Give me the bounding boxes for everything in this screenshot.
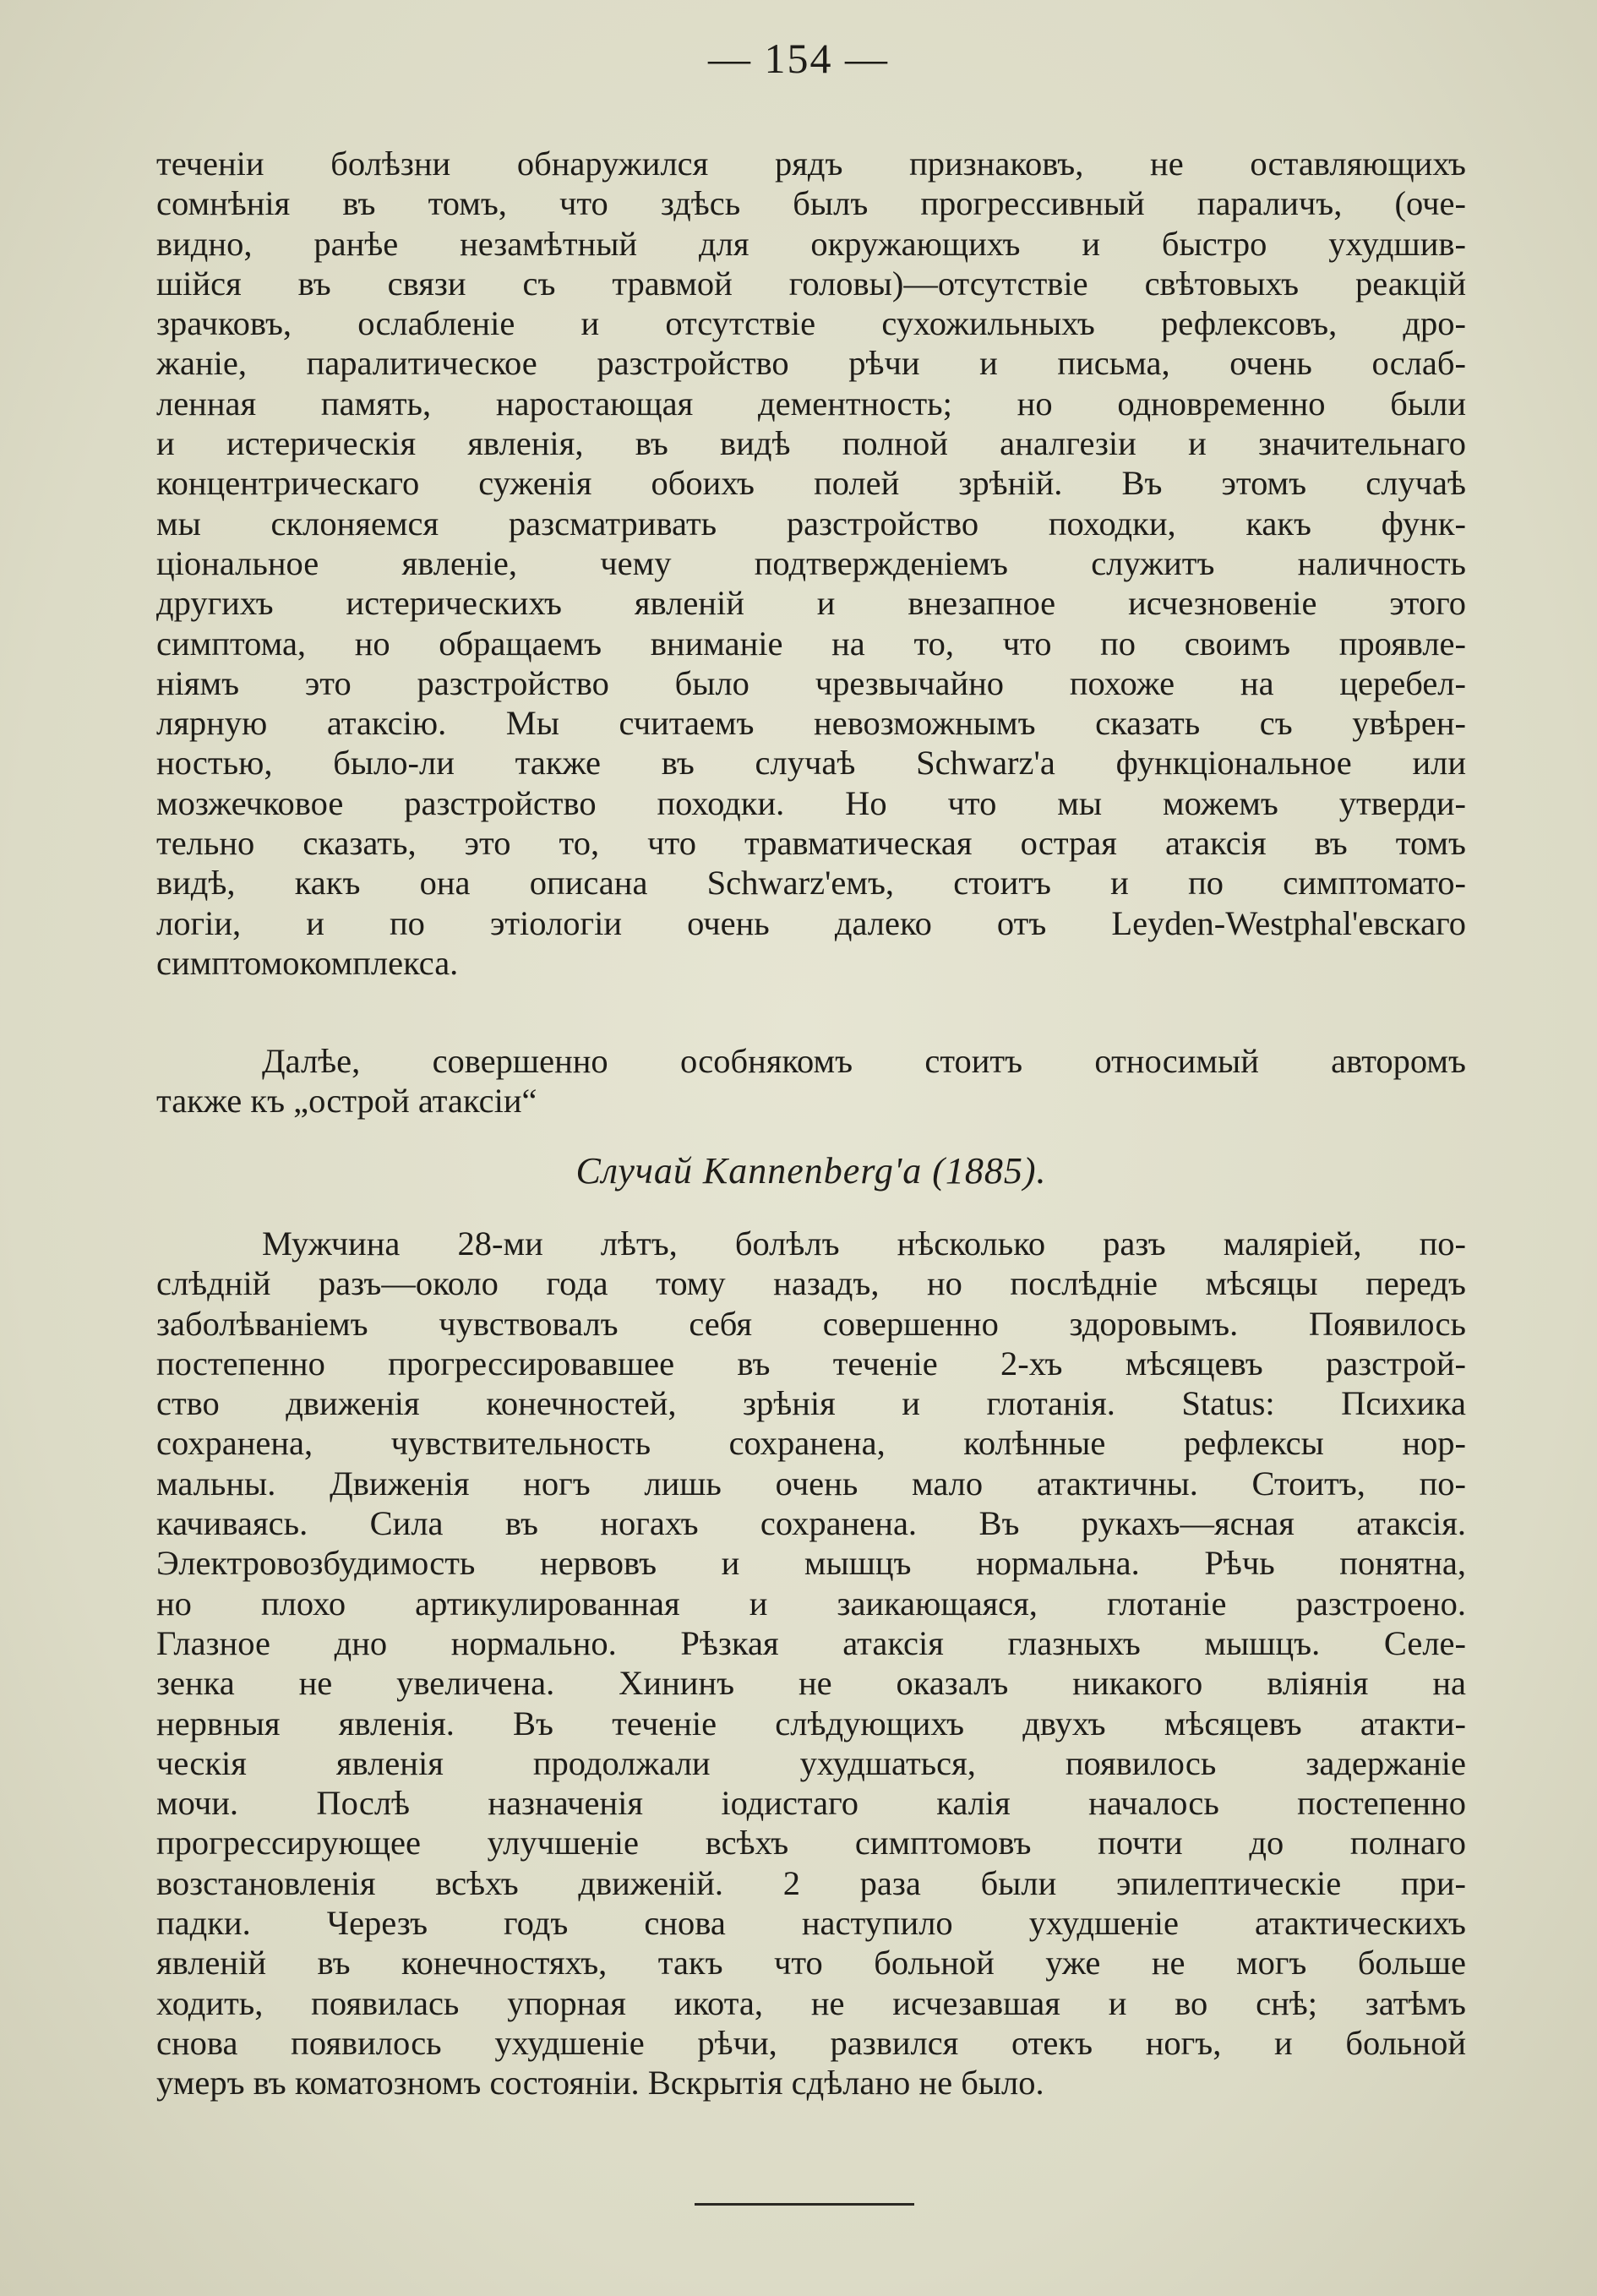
text-line: ціональное явленіе, чему подтвержденіемъ служитъ наличность xyxy=(156,543,1466,582)
text-line: жаніе, паралитическое разстройство рѣчи и письма, очень ослаб- xyxy=(156,344,1466,383)
text-line: заболѣваніемъ чувствовалъ себя совершенно здоровымъ. Появилось xyxy=(156,1304,1466,1343)
text-line: теченiи болѣзни обнаружился рядъ признаковъ, не оставляющихъ xyxy=(156,145,1466,183)
text-line: прогрессирующее улучшеніе всѣхъ симптомовъ почти до полнаго xyxy=(156,1824,1466,1862)
text-line: Глазное дно нормально. Рѣзкая атаксія глазныхъ мышцъ. Селе- xyxy=(156,1623,1466,1662)
paragraph-further xyxy=(156,1041,1466,1121)
text-line: и истерическія явленія, въ видѣ полной аналгезіи и значительнаго xyxy=(156,424,1466,463)
text-line: мозжечковое разстройство походки. Но что мы можемъ утверди- xyxy=(156,783,1466,822)
text-line: видѣ, какъ она описана Schwarz'емъ, стоитъ и по симптомато- xyxy=(156,864,1466,903)
text-line: нервныя явленія. Въ теченіе слѣдующихъ двухъ мѣсяцевъ атакти- xyxy=(156,1704,1466,1742)
text-line: Далѣе, совершенно особнякомъ стоитъ относимый авторомъ xyxy=(262,1042,1466,1080)
text-line: Электровозбудимость нервовъ и мышцъ нормальна. Рѣчь понятна, xyxy=(156,1544,1466,1583)
text-line: ностью, было-ли также въ случаѣ Schwarz'а функціональное или xyxy=(156,744,1466,783)
text-line: шійся въ связи съ травмой головы)—отсутствіе свѣтовыхъ реакцій xyxy=(156,264,1466,303)
text-line: явленій въ конечностяхъ, такъ что больной уже не могъ больше xyxy=(156,1944,1466,1982)
text-line: другихъ истерическихъ явленій и внезапное исчезновеніе этого xyxy=(156,584,1466,623)
text-line: мальны. Движенія ногъ лишь очень мало атактичны. Стоитъ, по- xyxy=(156,1464,1466,1502)
text-line: симптомокомплекса. xyxy=(156,943,459,982)
text-line: зенка не увеличена. Хининъ не оказалъ никакого вліянія на xyxy=(156,1664,1466,1703)
text-line: лярную атаксію. Мы считаемъ невозможнымъ сказать съ увѣрен- xyxy=(156,704,1466,743)
text-line: мы склоняемся разсматривать разстройство походки, какъ функ- xyxy=(156,504,1466,543)
text-line: мочи. Послѣ назначенія іодистаго калія началось постепенно xyxy=(156,1784,1466,1823)
text-line: ленная память, наростающая дементность; но одновременно были xyxy=(156,384,1466,423)
text-line: симптома, но обращаемъ вниманіе на то, что по своимъ проявле- xyxy=(156,624,1466,663)
paragraph-case-kannenberg xyxy=(156,1224,1466,2103)
text-line: качиваясь. Сила въ ногахъ сохранена. Въ рукахъ—ясная атаксія. xyxy=(156,1504,1466,1543)
case-heading-block xyxy=(156,1151,1466,1191)
text-line: ніямъ это разстройство было чрезвычайно похоже на церебел- xyxy=(156,663,1466,702)
case-heading: Случай Kannenberg'a (1885). xyxy=(575,1150,1047,1192)
text-line: снова появилось ухудшеніе рѣчи, развился отекъ ногъ, и больной xyxy=(156,2023,1466,2062)
text-line: логіи, и по этіологіи очень далеко отъ Leyden-Westphal'евскаго xyxy=(156,903,1466,942)
text-line: постепенно прогрессировавшее въ теченіе 2-хъ мѣсяцевъ разстрой- xyxy=(156,1344,1466,1383)
paragraph-schwarz-discussion xyxy=(156,144,1466,983)
text-line: видно, ранѣе незамѣтный для окружающихъ и быстро ухудшив- xyxy=(156,224,1466,263)
text-line: падки. Черезъ годъ снова наступило ухудшеніе атактическихъ xyxy=(156,1904,1466,1943)
text-line: зрачковъ, ослабленіе и отсутствіе сухожильныхъ рефлексовъ, дро- xyxy=(156,304,1466,343)
text-line: умеръ въ коматозномъ состояніи. Вскрытія сдѣлано не было. xyxy=(156,2064,1044,2102)
text-line: сохранена, чувствительность сохранена, колѣнные рефлексы нор- xyxy=(156,1424,1466,1463)
text-line: слѣдній разъ—около года тому назадъ, но послѣдніе мѣсяцы передъ xyxy=(156,1264,1466,1303)
text-line: тельно сказать, это то, что травматическая острая атаксія въ томъ xyxy=(156,824,1466,863)
text-line: также къ „острой атаксіи“ xyxy=(156,1082,537,1121)
text-line: ческія явленія продолжали ухудшаться, появилось задержаніе xyxy=(156,1743,1466,1782)
text-line: ство движенія конечностей, зрѣнія и глотанія. Status: Психика xyxy=(156,1384,1466,1423)
page-number: — 154 — xyxy=(708,35,889,82)
text-line: Мужчина 28-ми лѣтъ, болѣлъ нѣсколько разъ маляріей, по- xyxy=(262,1224,1466,1263)
text-line: но плохо артикулированная и заикающаяся, глотаніе разстроено. xyxy=(156,1584,1466,1622)
text-line: возстановленія всѣхъ движеній. 2 раза были эпилептическіе при- xyxy=(156,1863,1466,1902)
text-line: концентрическаго суженія обоихъ полей зрѣній. Въ этомъ случаѣ xyxy=(156,464,1466,503)
end-rule xyxy=(695,2203,914,2206)
text-line: сомнѣнія въ томъ, что здѣсь былъ прогрессивный параличъ, (оче- xyxy=(156,184,1466,223)
text-line: ходить, появилась упорная икота, не исчезавшая и во снѣ; затѣмъ xyxy=(156,1983,1466,2022)
